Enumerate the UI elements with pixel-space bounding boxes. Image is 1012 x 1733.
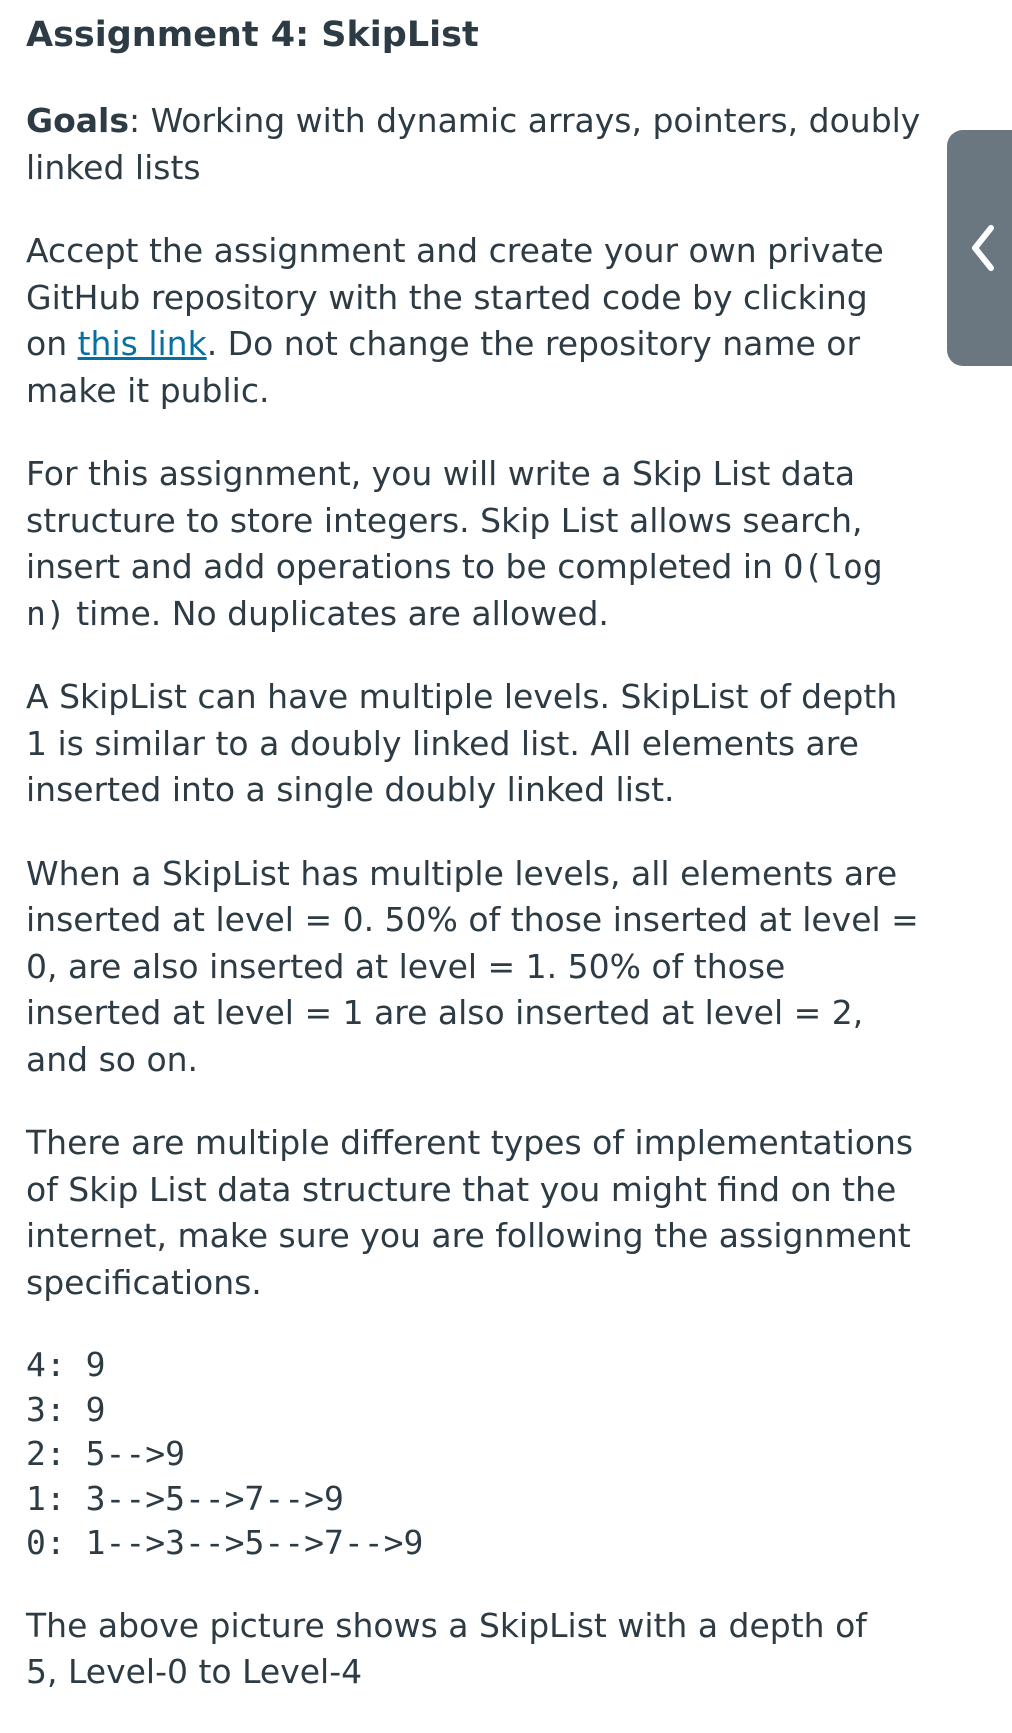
goals-text: : Working with dynamic arrays, pointers, doubly linked lists [26, 101, 921, 187]
assignment-link[interactable]: this link [77, 324, 207, 363]
accept-text-before: Accept the assignment and create your own private GitHub repository with the started code by clicking on [26, 231, 884, 363]
intro-paragraph [26, 451, 886, 637]
complexity-code: O(log n) [26, 547, 883, 633]
code-line: 0: 1-->3-->5-->7-->9 [26, 1523, 424, 1562]
skiplist-code-block [26, 1343, 976, 1566]
code-line: 4: 9 [26, 1345, 106, 1384]
implementations-paragraph: There are multiple different types of implementations of Skip List data structure that you might find on the internet, make sure you are following the assignment specifications. [26, 1123, 914, 1302]
intro-text-after: time. No duplicates are allowed. [65, 593, 609, 633]
side-panel-toggle[interactable] [947, 130, 1012, 366]
code-line: 2: 5-->9 [26, 1434, 185, 1473]
chevron-left-icon [969, 225, 995, 271]
accept-text-after: . Do not change the repository name or make it public. [26, 324, 861, 410]
levels-paragraph: A SkipList can have multiple levels. SkipList of depth 1 is similar to a doubly linked list. All elements are inserted into a single doubly linked list. [26, 677, 898, 809]
goals-label: Goals [26, 101, 129, 140]
intro-text-before: For this assignment, you will write a Skip List data structure to store integers. Skip List allows search, insert and add operations to be completed in [26, 454, 863, 586]
code-line: 1: 3-->5-->7-->9 [26, 1478, 344, 1518]
goals-paragraph [26, 98, 976, 191]
page-title: Assignment 4: SkipList [26, 15, 479, 55]
multi-level-paragraph: When a SkipList has multiple levels, all elements are inserted at level = 0. 50% of those inserted at level = 0, are also inserted at level = 1. 50% of those inserted at level = 1 are also inserted at level = 2, and so on. [26, 853, 919, 1079]
assignment-content [26, 10, 976, 1733]
code-line: 3: 9 [26, 1389, 106, 1429]
depth-paragraph: The above picture shows a SkipList with a depth of 5, Level-0 to Level-4 [26, 1605, 867, 1691]
accept-paragraph [26, 228, 906, 414]
